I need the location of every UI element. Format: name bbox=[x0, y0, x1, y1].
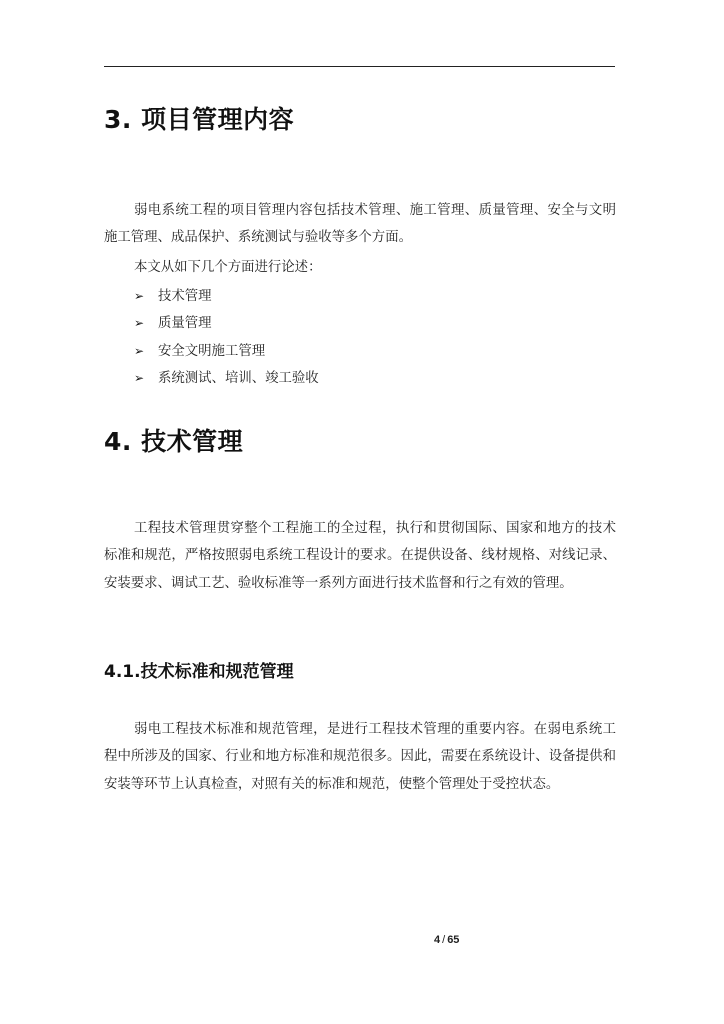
arrow-bullet-icon: ➢ bbox=[134, 289, 145, 303]
section-4-1-paragraph: 弱电工程技术标准和规范管理，是进行工程技术管理的重要内容。在弱电系统工程中所涉及的国家、行业和地方标准和规范很多。因此，需要在系统设计、设备提供和安装等环节上认真检查，对照有关的标准和规范，使整个管理处于受控状态。 bbox=[104, 722, 616, 792]
list-item bbox=[134, 365, 319, 392]
section-4-heading: 4. 技术管理 bbox=[104, 427, 244, 456]
list-item bbox=[134, 338, 319, 365]
list-item-label: 系统测试、培训、竣工验收 bbox=[158, 371, 319, 387]
arrow-bullet-icon: ➢ bbox=[134, 343, 145, 358]
list-item bbox=[134, 310, 319, 337]
page-number bbox=[434, 934, 459, 946]
page-current: 4 bbox=[434, 934, 441, 946]
list-item bbox=[134, 283, 319, 310]
page-total: 65 bbox=[447, 934, 460, 946]
header-rule bbox=[104, 66, 615, 67]
list-item-label: 安全文明施工管理 bbox=[158, 343, 266, 359]
arrow-bullet-icon: ➢ bbox=[134, 371, 145, 386]
section-3-bullet-list bbox=[134, 283, 319, 393]
list-item-label: 技术管理 bbox=[158, 289, 212, 304]
arrow-bullet-icon: ➢ bbox=[134, 316, 145, 331]
section-3-paragraph: 弱电系统工程的项目管理内容包括技术管理、施工管理、质量管理、安全与文明施工管理、成品保护、系统测试与验收等多个方面。 bbox=[104, 203, 616, 246]
list-item-label: 质量管理 bbox=[158, 316, 212, 332]
section-4-1-heading: 4.1.技术标准和规范管理 bbox=[104, 662, 294, 682]
section-3-heading: 3. 项目管理内容 bbox=[104, 105, 295, 134]
page-separator: / bbox=[442, 934, 446, 946]
section-3-intro: 本文从如下几个方面进行论述： bbox=[134, 260, 322, 275]
section-4-paragraph: 工程技术管理贯穿整个工程施工的全过程，执行和贯彻国际、国家和地方的技术标准和规范，严格按照弱电系统工程设计的要求。在提供设备、线材规格、对线记录、安装要求、调试工艺、验收标准等一系列方面进行技术监督和行之有效的管理。 bbox=[104, 521, 616, 591]
